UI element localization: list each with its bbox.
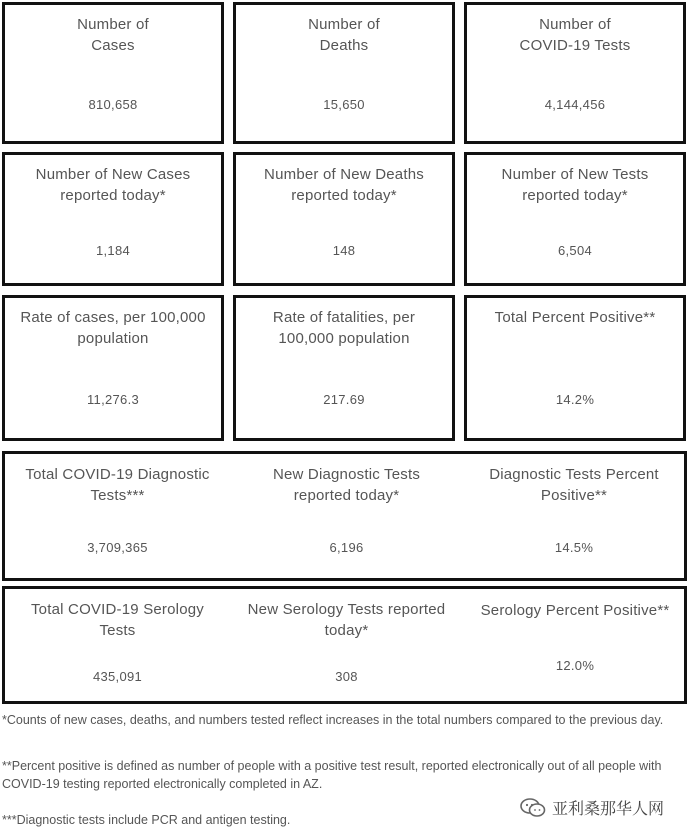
new-diagnostic-tests-cell [234,454,459,578]
total-serology-tests-value: 435,091 [92,669,143,684]
diagnostic-percent-positive-value: 14.5% [554,540,594,555]
diagnostic-tests-panel [2,451,687,581]
watermark-text: 亚利桑那华人网 [552,801,665,818]
new-deaths-card [233,152,455,286]
cases-card [2,2,224,144]
watermark [520,796,664,819]
fatality-rate-card [233,295,455,441]
total-serology-tests-label: Total COVID-19 Serology Tests [30,601,204,639]
new-diagnostic-tests-label: New Diagnostic Tests reported today* [272,466,421,504]
case-rate-card [2,295,224,441]
new-cases-label: Number of New Cases reported today* [35,166,191,204]
deaths-value: 15,650 [323,97,365,112]
new-tests-value: 6,504 [557,243,593,258]
diagnostic-percent-positive-label: Diagnostic Tests Percent Positive** [489,466,659,504]
new-diagnostic-tests-value: 6,196 [329,540,364,555]
new-deaths-value: 148 [332,243,356,258]
footnote-diagnostic-tests: ***Diagnostic tests include PCR and antigen testing. [2,813,291,827]
total-diagnostic-tests-label: Total COVID-19 Diagnostic Tests*** [25,466,210,504]
new-serology-tests-cell [234,589,459,701]
total-diagnostic-tests-value: 3,709,365 [87,540,148,555]
total-percent-positive-label: Total Percent Positive** [494,309,656,326]
serology-tests-panel [2,586,687,704]
new-tests-card [464,152,686,286]
wechat-icon [520,798,546,818]
new-cases-value: 1,184 [95,243,131,258]
deaths-label: Number of Deaths [308,16,380,54]
fatality-rate-value: 217.69 [323,392,365,407]
new-deaths-label: Number of New Deaths reported today* [264,166,424,204]
serology-percent-positive-cell [463,589,687,701]
cases-label: Number of Cases [77,16,149,54]
new-serology-tests-value: 308 [335,669,358,684]
new-tests-label: Number of New Tests reported today* [501,166,649,204]
diagnostic-percent-positive-cell [463,454,685,578]
case-rate-label: Rate of cases, per 100,000 population [20,309,206,347]
serology-percent-positive-value: 12.0% [555,658,595,673]
case-rate-value: 11,276.3 [86,392,140,407]
total-percent-positive-card [464,295,686,441]
tests-value: 4,144,456 [544,97,606,112]
cases-value: 810,658 [88,97,138,112]
deaths-card [233,2,455,144]
new-serology-tests-label: New Serology Tests reported today* [247,601,446,639]
fatality-rate-label: Rate of fatalities, per 100,000 population [272,309,416,347]
new-cases-card [2,152,224,286]
total-diagnostic-tests-cell [5,454,230,578]
tests-label: Number of COVID-19 Tests [519,16,631,54]
total-percent-positive-value: 14.2% [555,392,595,407]
tests-card [464,2,686,144]
serology-percent-positive-label: Serology Percent Positive** [480,602,670,619]
footnote-percent-positive: **Percent positive is defined as number of people with a positive test result, reported electronically out of all people with COVID-19 testing reported electronically completed in AZ. [2,759,662,791]
total-serology-tests-cell [5,589,230,701]
footnote-new-counts: *Counts of new cases, deaths, and numbers tested reflect increases in the total numbers compared to the previous day. [2,713,664,727]
